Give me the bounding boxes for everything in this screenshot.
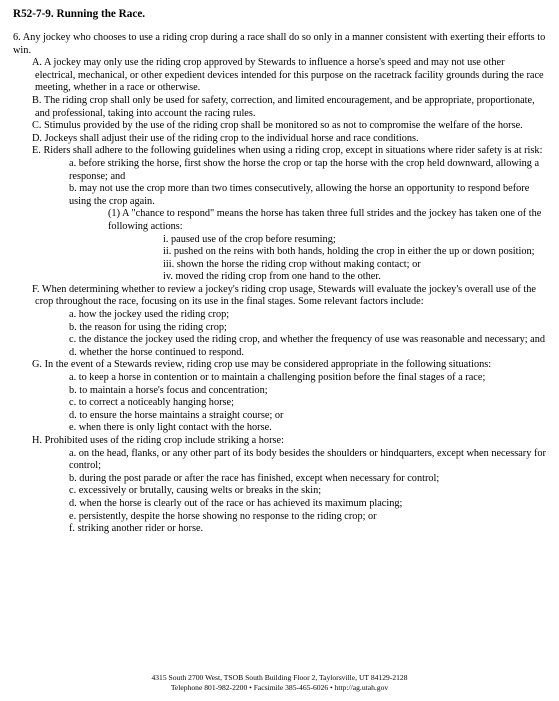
clause-f-d: d. whether the horse continued to respond. bbox=[69, 346, 245, 358]
clause-f-b: b. the reason for using the riding crop; bbox=[69, 321, 227, 333]
rule-body bbox=[13, 32, 547, 536]
clause-g-d: d. to ensure the horse maintains a straight course; or bbox=[69, 409, 284, 421]
clause-b: B. The riding crop shall only be used for safety, correction, and limited encouragement, and be appropriate, proportionate, and professional, taking into account the racing rules. bbox=[32, 94, 535, 119]
clause-h-f: f. striking another rider or horse. bbox=[69, 523, 204, 535]
clause-f-a: a. how the jockey used the riding crop; bbox=[69, 309, 230, 321]
clause-e-b-1-iii: iii. shown the horse the riding crop without making contact; or bbox=[163, 258, 421, 270]
clause-h-a: a. on the head, flanks, or any other part of its body besides the shoulders or hindquarters, except when necessary for control; bbox=[69, 447, 546, 472]
clause-e-b-1-ii: ii. pushed on the reins with both hands, holding the crop in either the up or down position; bbox=[163, 246, 535, 258]
clause-a: A. A jockey may only use the riding crop approved by Stewards to influence a horse's speed and may not use other electrical, mechanical, or other expedient devices intended for this purpose on the racetrack facility grounds during the race meeting, whether in a race or otherwise. bbox=[32, 57, 544, 94]
clause-e-b-1-i: i. paused use of the crop before resuming; bbox=[163, 233, 336, 245]
clause-e-a: a. before striking the horse, first show the horse the crop or tap the horse with the crop held downward, allowing a response; and bbox=[69, 157, 540, 182]
clause-h: H. Prohibited uses of the riding crop include striking a horse: bbox=[32, 435, 284, 446]
clause-g-b: b. to maintain a horse's focus and concentration; bbox=[69, 384, 268, 396]
clause-g: G. In the event of a Stewards review, riding crop use may be considered appropriate in the following situations: bbox=[32, 359, 492, 371]
footer-contact: Telephone 801-982-2200 • Facsimile 385-465-6026 • http://ag.utah.gov bbox=[170, 683, 389, 692]
rule-heading: R52-7-9. Running the Race. bbox=[13, 8, 146, 20]
clause-e: E. Riders shall adhere to the following guidelines when using a riding crop, except in situations where rider safety is at risk: bbox=[32, 145, 543, 157]
clause-h-c: c. excessively or brutally, causing welts or breaks in the skin; bbox=[69, 485, 322, 497]
clause-h-b: b. during the post parade or after the race has finished, except when necessary for control; bbox=[69, 472, 440, 484]
clause-h-d: d. when the horse is clearly out of the race or has achieved its maximum placing; bbox=[69, 497, 403, 509]
clause-e-b-1: (1) A "chance to respond" means the horse has taken three full strides and the jockey has taken one of the following actions: bbox=[108, 208, 542, 232]
clause-e-b-1-iv: iv. moved the riding crop from one hand to the other. bbox=[163, 271, 381, 283]
clause-e-b: b. may not use the crop more than two times consecutively, allowing the horse an opportunity to respond before using the crop again. bbox=[69, 183, 530, 207]
clause-g-e: e. when there is only light contact with the horse. bbox=[69, 422, 272, 434]
clause-g-a: a. to keep a horse in contention or to maintain a challenging position before the final stages of a race; bbox=[69, 372, 486, 384]
rule-intro: 6. Any jockey who chooses to use a riding crop during a race shall do so only in a manner consistent with exerting their efforts to win. bbox=[13, 32, 546, 56]
clause-f-c: c. the distance the jockey used the riding crop, and whether the frequency of use was reasonable and necessary; and bbox=[69, 334, 546, 346]
clause-h-e: e. persistently, despite the horse showing no response to the riding crop; or bbox=[69, 510, 377, 522]
clause-g-c: c. to correct a noticeably hanging horse; bbox=[69, 397, 234, 409]
footer-address: 4315 South 2700 West, TSOB South Building Floor 2, Taylorsville, UT 84129-2128 bbox=[151, 673, 408, 682]
letterhead-footer bbox=[0, 673, 559, 693]
clause-d: D. Jockeys shall adjust their use of the riding crop to the individual horse and race conditions. bbox=[32, 132, 419, 144]
clause-f: F. When determining whether to review a jockey's riding crop usage, Stewards will evaluate the jockey's overall use of the crop throughout the race, focusing on its use in the final stages. Some relevant factors include: bbox=[32, 283, 536, 308]
clause-c: C. Stimulus provided by the use of the riding crop shall be monitored so as not to compromise the welfare of the horse. bbox=[32, 120, 523, 132]
